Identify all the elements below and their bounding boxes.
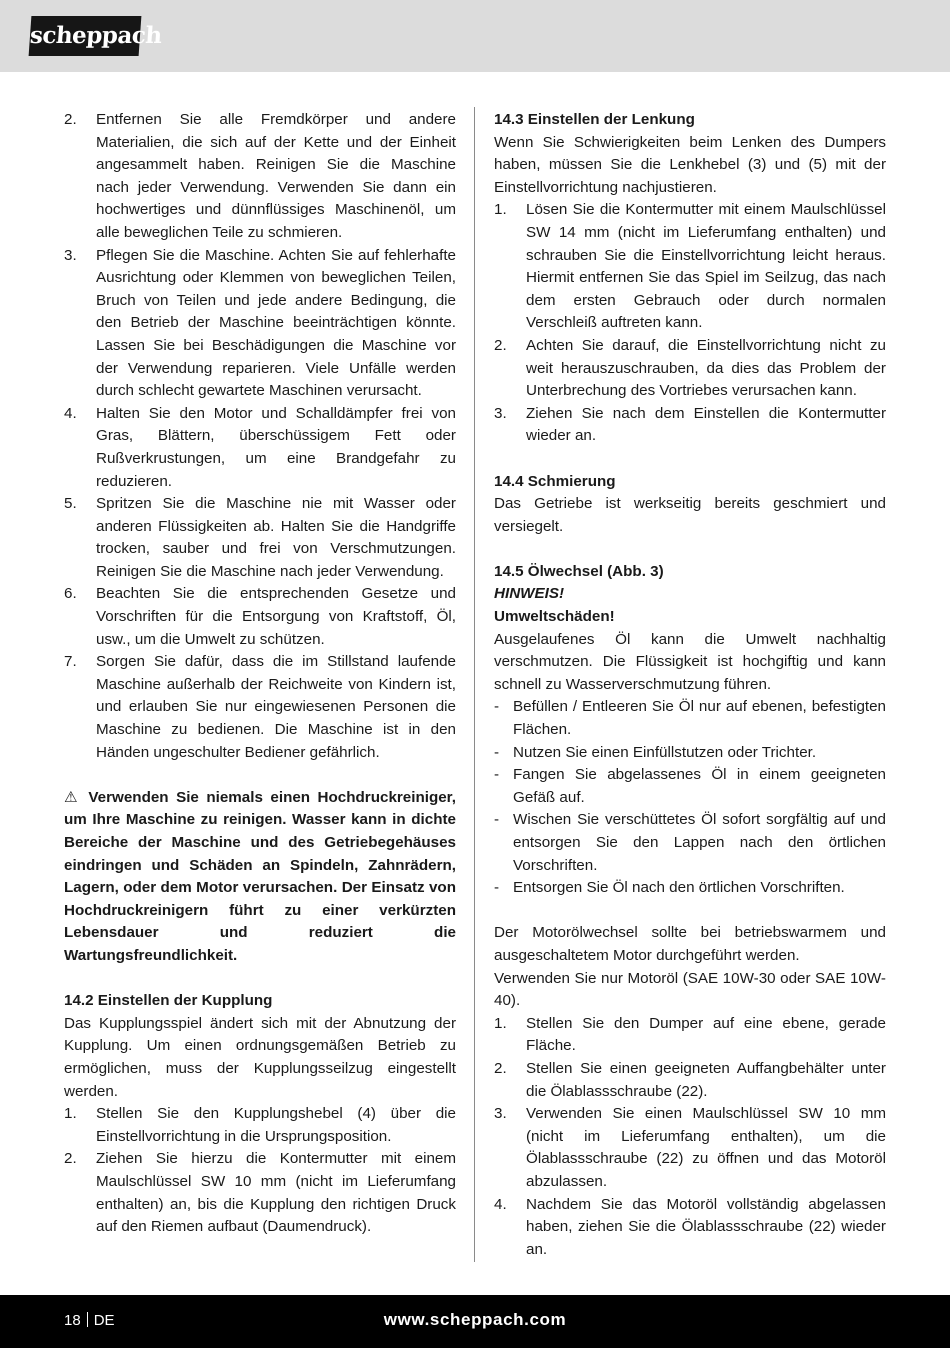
language-code: DE bbox=[93, 1312, 115, 1329]
list-item: 3. Verwenden Sie einen Maulschlüssel SW 10 mm (nicht im Lieferumfang enthalten), um die Ölablassschraube (22) zu öffnen und das Motoröl abzulassen. bbox=[494, 1105, 886, 1190]
page-header bbox=[0, 0, 950, 72]
warning-triangle-icon: ⚠ bbox=[64, 788, 81, 806]
oil-handling-bullets bbox=[494, 696, 886, 899]
oil-type-paragraph: Verwenden Sie nur Motoröl (SAE 10W-30 oder SAE 10W-40). bbox=[494, 969, 886, 1010]
section-heading-14-5: 14.5 Ölwechsel (Abb. 3) bbox=[494, 562, 664, 580]
list-item: 2. Achten Sie darauf, die Einstellvorrichtung nicht zu weit herauszuschrauben, da dies das Problem der Unterbrechung des Vortriebes verursachen kann. bbox=[494, 336, 886, 400]
column-divider bbox=[474, 107, 475, 1262]
oil-change-paragraph: Der Motorölwechsel sollte bei betriebswarmem und ausgeschaltetem Motor durchgeführt werden. bbox=[494, 924, 886, 964]
right-column bbox=[494, 109, 886, 1261]
page-number: 18 bbox=[64, 1312, 81, 1329]
pressure-washer-warning: ⚠ Verwenden Sie niemals einen Hochdruckreiniger, um Ihre Maschine zu reinigen. Wasser kann in dichte Bereiche der Maschine und des Getriebegehäuses eindringen und Schäden an Spindeln, Zahnrädern, Lagern, oder dem Motor verursachen. Der Einsatz von Hochdruckreinigern führt zu einer verkürzten Lebensdauer und reduziert die Wartungsfreundlichkeit. bbox=[64, 788, 456, 964]
list-item: 3. Pflegen Sie die Maschine. Achten Sie auf fehlerhafte Ausrichtung oder Klemmen von beweglichen Teilen, Bruch von Teilen und jede andere Bedingung, die den Betrieb der Maschine beeinträchtigen könnte. Lassen Sie bei Beschädigungen die Maschine vor der Verwendung reparieren. Viele Unfälle werden durch schlecht gewartete Maschinen verursacht. bbox=[64, 246, 456, 400]
list-item: 4. Nachdem Sie das Motoröl vollständig abgelassen haben, ziehen Sie die Ölablassschraube (22) wieder an. bbox=[494, 1195, 886, 1258]
section-intro: Das Kupplungsspiel ändert sich mit der Abnutzung der Kupplung. Um einen ordnungsgemäßen Betrieb zu ermöglichen, muss der Kupplungsseilzug eingestellt werden. bbox=[64, 1014, 456, 1100]
list-item: - Entsorgen Sie Öl nach den örtlichen Vorschriften. bbox=[494, 879, 845, 897]
clutch-steps bbox=[64, 1103, 456, 1239]
list-item: - Nutzen Sie einen Einfüllstutzen oder Trichter. bbox=[494, 743, 817, 761]
website-link[interactable]: www.scheppach.com bbox=[383, 1310, 567, 1329]
section-heading-14-4: 14.4 Schmierung bbox=[494, 472, 616, 490]
list-item: 7. Sorgen Sie dafür, dass die im Stillstand laufende Maschine außerhalb der Reichweite von Kindern ist, und erlauben Sie nur eingewiesenen Personen die Maschine zu bedienen. Die Maschine ist in den Händen ungeschulter Bediener gefährlich. bbox=[64, 653, 456, 761]
list-item: 2. Ziehen Sie hierzu die Kontermutter mit einem Maulschlüssel SW 10 mm (nicht im Lieferumfang enthalten) an, bis die Kupplung den richtigen Druck auf den Riemen aufbaut (Daumendruck). bbox=[64, 1150, 456, 1236]
list-item: 4. Halten Sie den Motor und Schalldämpfer frei von Gras, Blättern, überschüssigem Fett oder Rußverkrustungen, um eine Brandgefahr zu reduzieren. bbox=[64, 404, 456, 490]
list-item: 2. Stellen Sie einen geeigneten Auffangbehälter unter die Ölablassschraube (22). bbox=[494, 1059, 886, 1100]
section-heading-14-3: 14.3 Einstellen der Lenkung bbox=[494, 111, 695, 128]
section-intro: Wenn Sie Schwierigkeiten beim Lenken des Dumpers haben, müssen Sie die Lenkhebel (3) und (5) mit der Einstellvorrichtung nachjustieren. bbox=[494, 133, 886, 196]
steering-steps bbox=[494, 199, 886, 448]
left-column bbox=[64, 109, 456, 1239]
scheppach-logo: scheppach bbox=[29, 16, 142, 56]
lubrication-text: Das Getriebe ist werkseitig bereits geschmiert und versiegelt. bbox=[494, 495, 886, 535]
hint-text: Ausgelaufenes Öl kann die Umwelt nachhaltig verschmutzen. Die Flüssigkeit ist hochgiftig und kann schnell zu Wasserverschmutzung führen. bbox=[494, 630, 886, 693]
list-item: - Fangen Sie abgelassenes Öl in einem geeigneten Gefäß auf. bbox=[494, 766, 886, 806]
list-item: 1. Stellen Sie den Dumper auf eine ebene, gerade Fläche. bbox=[494, 1014, 886, 1055]
list-item: 2. Entfernen Sie alle Fremdkörper und andere Materialien, die sich auf der Kette und der Einheit angesammelt haben. Reinigen Sie die Maschine nach jeder Verwendung. Verwenden Sie dann ein hochwertiges und dünnflüssiges Maschinenöl, um alle beweglichen Teile zu schmieren. bbox=[64, 111, 456, 241]
oil-change-steps bbox=[494, 1013, 886, 1262]
page-footer bbox=[0, 1295, 950, 1348]
section-heading-14-2: 14.2 Einstellen der Kupplung bbox=[64, 992, 273, 1010]
list-item: 1. Lösen Sie die Kontermutter mit einem Maulschlüssel SW 14 mm (nicht im Lieferumfang enthalten) und schrauben Sie die Einstellvorrichtung leicht heraus. Hiermit entfernen Sie das Spiel im Seilzug, das nach dem ersten Gebrauch oder durch normalen Verschleiß auftreten kann. bbox=[494, 201, 886, 332]
maintenance-list bbox=[64, 109, 456, 764]
list-item: 5. Spritzen Sie die Maschine nie mit Wasser oder anderen Flüssigkeiten ab. Halten Sie die Handgriffe trocken, sauber und frei von Verschmutzungen. Reinigen Sie die Maschine nach jeder Verwendung. bbox=[64, 495, 456, 580]
list-item: 3. Ziehen Sie nach dem Einstellen die Kontermutter wieder an. bbox=[494, 404, 886, 445]
list-item: - Wischen Sie verschüttetes Öl sofort sorgfältig auf und entsorgen Sie den Lappen nach den örtlichen Vorschriften. bbox=[494, 811, 886, 874]
list-item: - Befüllen / Entleeren Sie Öl nur auf ebenen, befestigten Flächen. bbox=[494, 698, 886, 739]
hint-label: HINWEIS! bbox=[494, 585, 565, 603]
list-item: 1. Stellen Sie den Kupplungshebel (4) über die Einstellvorrichtung in die Ursprungsposition. bbox=[64, 1105, 456, 1145]
list-item: 6. Beachten Sie die entsprechenden Gesetze und Vorschriften für die Entsorgung von Kraftstoff, Öl, usw., um die Umwelt zu schützen. bbox=[64, 585, 456, 648]
hint-title: Umweltschäden! bbox=[494, 608, 615, 626]
